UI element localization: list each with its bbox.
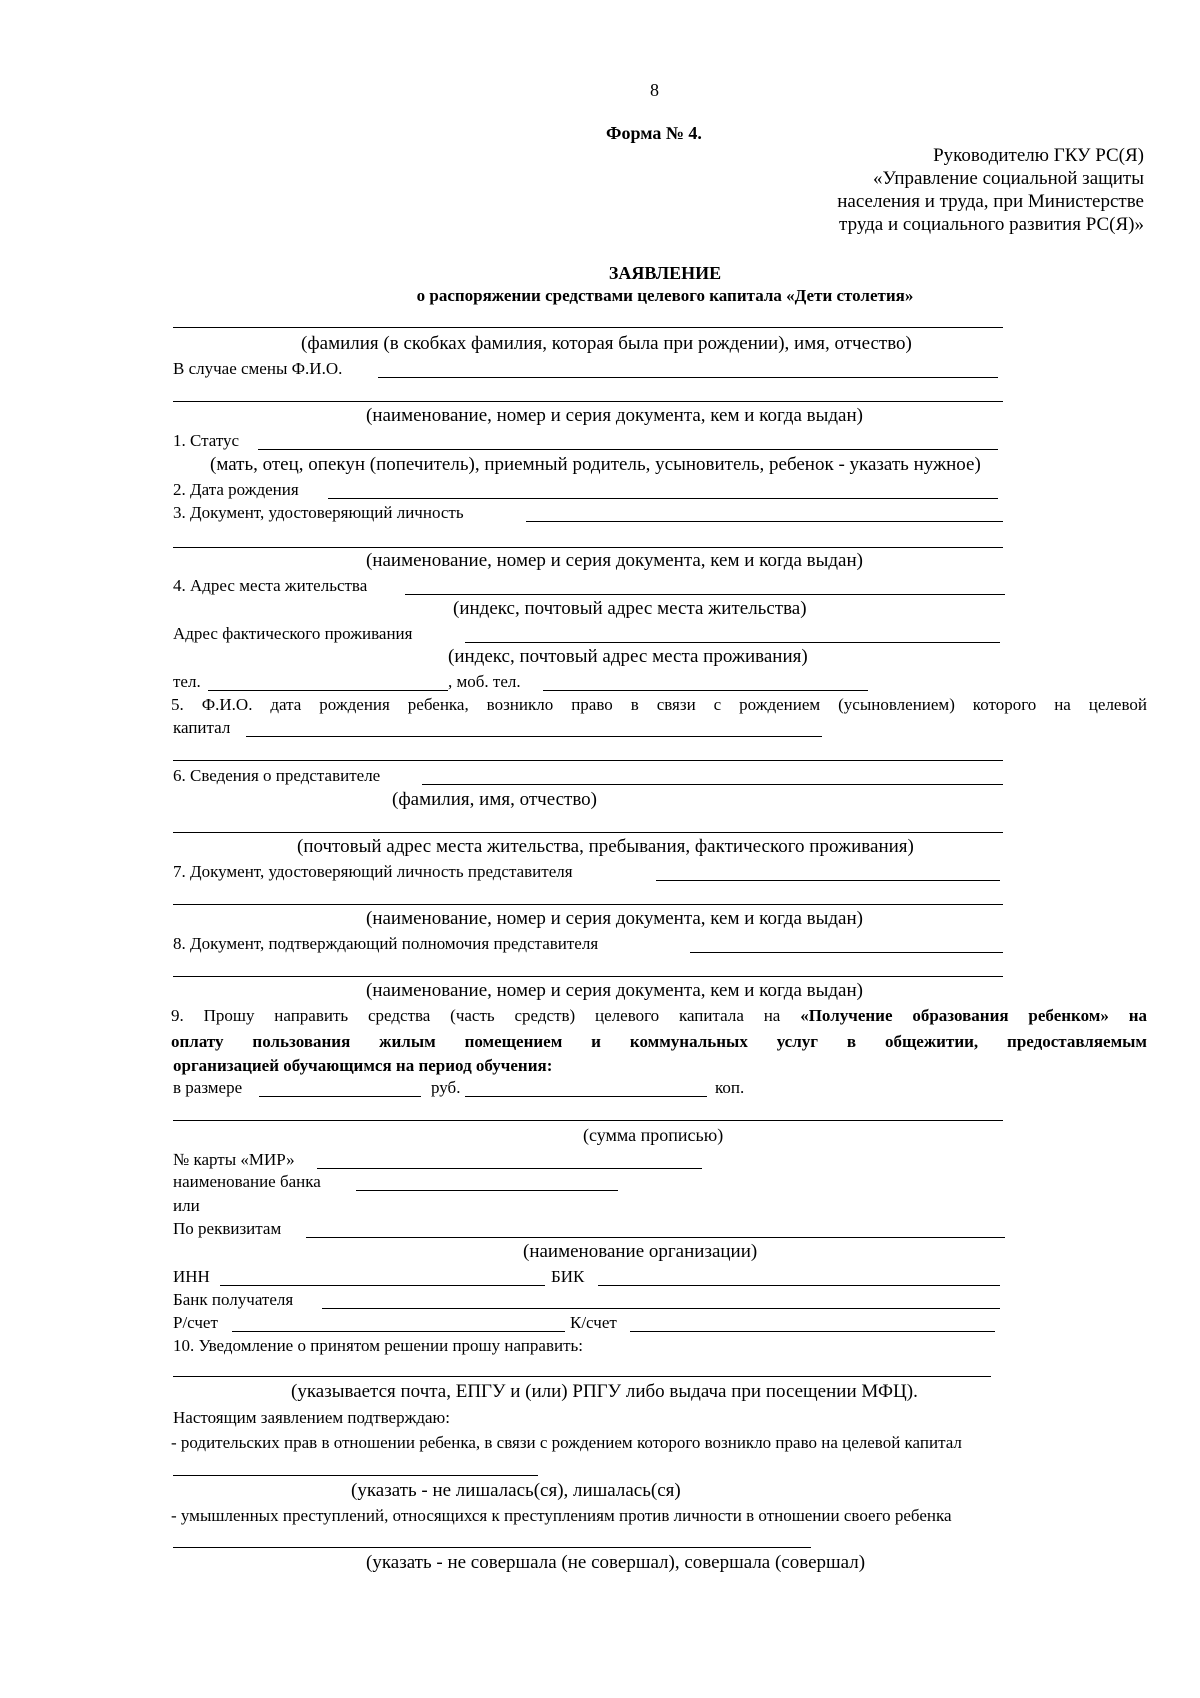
amount-rub-field[interactable] — [259, 1096, 421, 1097]
representative-caption: (фамилия, имя, отчество) — [392, 789, 598, 810]
doc-caption: (наименование, номер и серия документа, кем и когда выдан) — [366, 405, 863, 426]
addressee-line: населения и труда, при Министерстве — [837, 191, 1144, 212]
rep-identity-field-2[interactable] — [173, 904, 1003, 905]
amount-words-field[interactable] — [173, 1120, 1003, 1121]
status-field[interactable] — [258, 449, 998, 450]
authority-doc-field[interactable] — [690, 952, 1003, 953]
birth-date-label: 2. Дата рождения — [173, 480, 299, 499]
bank-name-field[interactable] — [356, 1190, 618, 1191]
bik-label: БИК — [551, 1267, 585, 1286]
authority-doc-label: 8. Документ, подтверждающий полномочия представителя — [173, 934, 599, 953]
crimes-text: - умышленных преступлений, относящихся к преступлениям против личности в отношении своего ребенка — [171, 1506, 952, 1525]
or-label: или — [173, 1196, 200, 1215]
actual-address-caption: (индекс, почтовый адрес места проживания) — [448, 646, 808, 667]
fio-change-field[interactable] — [378, 377, 998, 378]
parental-rights-text: - родительских прав в отношении ребенка, в связи с рождением которого возникло право на целевой капитал — [171, 1433, 962, 1452]
rep-identity-label: 7. Документ, удостоверяющий личность представителя — [173, 862, 573, 881]
addressee-line: Руководителю ГКУ РС(Я) — [933, 145, 1144, 166]
inn-label: ИНН — [173, 1267, 210, 1286]
mobile-label: , моб. тел. — [448, 672, 521, 691]
residence-caption: (индекс, почтовый адрес места жительства) — [453, 598, 807, 619]
fio-caption: (фамилия (в скобках фамилия, которая была при рождении), имя, отчество) — [301, 333, 912, 354]
notification-caption: (указывается почта, ЕПГУ и (или) РПГУ либо выдача при посещении МФЦ). — [291, 1381, 918, 1402]
child-text: 5. Ф.И.О. дата рождения ребенка, возникло право в связи с рождением (усыновлением) которого на целевой — [171, 695, 1147, 714]
mobile-field[interactable] — [543, 690, 868, 691]
bank-name-label: наименование банка — [173, 1172, 321, 1191]
parental-rights-field[interactable] — [173, 1475, 538, 1476]
rub-label: руб. — [431, 1078, 461, 1097]
crimes-field[interactable] — [173, 1547, 811, 1548]
fio-change-doc-field[interactable] — [173, 401, 1003, 402]
identity-doc-field[interactable] — [526, 521, 1003, 522]
fio-change-label: В случае смены Ф.И.О. — [173, 359, 343, 378]
child-field-2[interactable] — [173, 760, 1003, 761]
actual-address-label: Адрес фактического проживания — [173, 624, 413, 643]
phone-field[interactable] — [208, 690, 448, 691]
child-text-continued: капитал — [173, 718, 231, 737]
requisites-field[interactable] — [306, 1237, 1005, 1238]
recipient-bank-label: Банк получателя — [173, 1290, 294, 1309]
birth-date-field[interactable] — [328, 498, 998, 499]
residence-label: 4. Адрес места жительства — [173, 576, 368, 595]
status-label: 1. Статус — [173, 431, 240, 450]
identity-doc-label: 3. Документ, удостоверяющий личность — [173, 503, 464, 522]
doc-caption: (наименование, номер и серия документа, кем и когда выдан) — [366, 980, 863, 1001]
document-subtitle: о распоряжении средствами целевого капитала «Дети столетия» — [416, 286, 914, 305]
rep-address-caption: (почтовый адрес места жительства, пребывания, фактического проживания) — [297, 836, 914, 857]
actual-address-field[interactable] — [465, 642, 1000, 643]
request-line-2: оплату пользования жилым помещением и коммунальных услуг в общежитии, предоставляемым — [171, 1032, 1147, 1051]
rep-address-field[interactable] — [173, 832, 1003, 833]
inn-field[interactable] — [220, 1285, 545, 1286]
organization-caption: (наименование организации) — [523, 1241, 758, 1262]
notification-field[interactable] — [173, 1376, 991, 1377]
corr-account-label: К/счет — [570, 1313, 617, 1332]
parental-rights-caption: (указать - не лишалась(ся), лишалась(ся) — [351, 1480, 681, 1501]
child-field[interactable] — [246, 736, 822, 737]
account-label: Р/счет — [173, 1313, 218, 1332]
doc-caption: (наименование, номер и серия документа, кем и когда выдан) — [366, 908, 863, 929]
card-field[interactable] — [317, 1168, 702, 1169]
addressee-line: «Управление социальной защиты — [873, 168, 1144, 189]
request-line-1 — [171, 1006, 1147, 1026]
amount-label: в размере — [173, 1078, 243, 1097]
representative-field[interactable] — [422, 784, 1003, 785]
status-caption: (мать, отец, опекун (попечитель), приемный родитель, усыновитель, ребенок - указать нужное) — [210, 454, 981, 475]
fio-field[interactable] — [173, 327, 1003, 328]
request-intro: 9. Прошу направить средства (часть средств) целевого капитала на — [171, 1006, 781, 1025]
rep-identity-field[interactable] — [656, 880, 1000, 881]
residence-field[interactable] — [405, 594, 1005, 595]
doc-caption: (наименование, номер и серия документа, кем и когда выдан) — [366, 550, 863, 571]
requisites-label: По реквизитам — [173, 1219, 282, 1238]
corr-account-field[interactable] — [630, 1331, 995, 1332]
account-field[interactable] — [232, 1331, 565, 1332]
card-label: № карты «МИР» — [173, 1150, 295, 1169]
amount-kop-field[interactable] — [465, 1096, 707, 1097]
bik-field[interactable] — [598, 1285, 1000, 1286]
representative-label: 6. Сведения о представителе — [173, 766, 381, 785]
confirm-label: Настоящим заявлением подтверждаю: — [173, 1408, 450, 1427]
amount-words-caption: (сумма прописью) — [583, 1125, 724, 1145]
recipient-bank-field[interactable] — [322, 1308, 1000, 1309]
notification-label: 10. Уведомление о принятом решении прошу направить: — [173, 1336, 583, 1355]
crimes-caption: (указать - не совершала (не совершал), совершала (совершал) — [366, 1552, 866, 1573]
addressee-line: труда и социального развития РС(Я)» — [839, 214, 1144, 235]
kop-label: коп. — [715, 1078, 745, 1097]
request-line-3: организацией обучающимся на период обучения: — [173, 1056, 553, 1075]
document-title: ЗАЯВЛЕНИЕ — [608, 263, 722, 283]
phone-label: тел. — [173, 672, 201, 691]
page-number: 8 — [650, 80, 659, 100]
form-number: Форма № 4. — [606, 123, 702, 143]
request-bold: «Получение образования ребенком» на — [800, 1006, 1147, 1025]
identity-doc-field-2[interactable] — [173, 547, 1003, 548]
authority-doc-field-2[interactable] — [173, 976, 1003, 977]
